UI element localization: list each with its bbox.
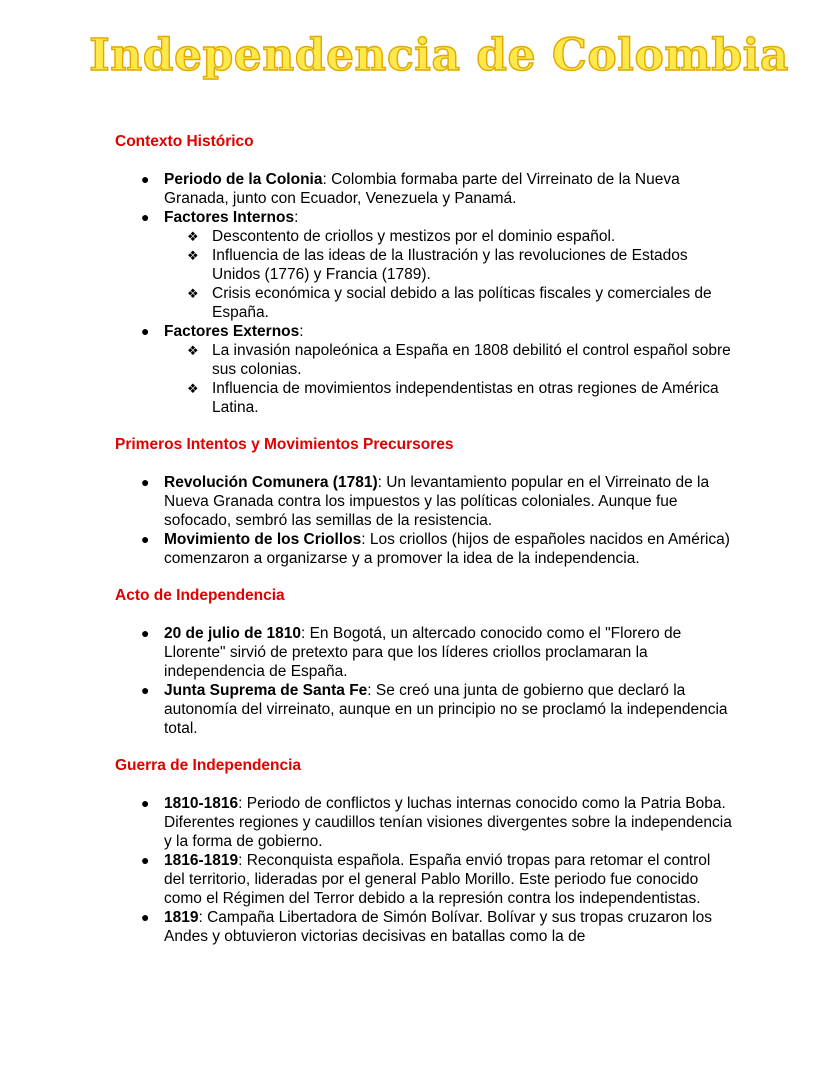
list-item <box>115 681 735 738</box>
section-heading: Primeros Intentos y Movimientos Precursores <box>115 436 454 453</box>
diamond-bullet-icon: ❖ <box>187 381 199 396</box>
item-term: 1816-1819 <box>164 852 239 869</box>
list-item <box>115 322 735 417</box>
list-item <box>115 624 735 681</box>
sub-item-text: Descontento de criollos y mestizos por el dominio español. <box>212 228 616 245</box>
section-heading: Contexto Histórico <box>115 133 254 150</box>
item-term: Periodo de la Colonia <box>164 171 323 188</box>
list-item <box>115 530 735 568</box>
list-item <box>115 794 735 851</box>
item-text: : Periodo de conflictos y luchas internas conocido como la Patria Boba. Diferentes regiones y caudillos tenían visiones divergentes sobre la independencia y la forma de gobierno. <box>164 795 732 850</box>
item-text: : Se creó una junta de gobierno que declaró la autonomía del virreinato, aunque en un principio no se proclamó la independencia total. <box>164 682 728 737</box>
bullet-dot-icon: ● <box>141 909 150 925</box>
list-item <box>115 851 735 908</box>
section-acto-independencia <box>115 586 735 738</box>
bullet-dot-icon: ● <box>141 171 150 187</box>
item-text: : Los criollos (hijos de españoles nacidos en América) comenzaron a organizarse y a promover la idea de la independencia. <box>164 531 730 567</box>
item-term: Revolución Comunera (1781) <box>164 474 378 491</box>
item-term: Factores Internos <box>164 209 295 226</box>
item-term: Factores Externos <box>164 323 300 340</box>
list-item <box>115 908 735 946</box>
bullet-dot-icon: ● <box>141 531 150 547</box>
bullet-list <box>115 473 735 568</box>
sub-item-text: La invasión napoleónica a España en 1808 debilitó el control español sobre sus colonias. <box>212 342 731 378</box>
item-text: : <box>294 209 299 226</box>
bullet-list <box>115 170 735 417</box>
sub-list-item <box>164 379 735 417</box>
item-text: : Campaña Libertadora de Simón Bolívar. Bolívar y sus tropas cruzaron los Andes y obtuvieron victorias decisivas en batallas como la de <box>164 909 712 945</box>
sub-item-text: Crisis económica y social debido a las políticas fiscales y comerciales de España. <box>212 285 712 321</box>
list-item <box>115 208 735 322</box>
bullet-dot-icon: ● <box>141 625 150 641</box>
bullet-dot-icon: ● <box>141 852 150 868</box>
list-item <box>115 473 735 530</box>
sub-item-text: Influencia de las ideas de la Ilustración y las revoluciones de Estados Unidos (1776) y Francia (1789). <box>212 247 688 283</box>
item-text: : En Bogotá, un altercado conocido como el "Florero de Llorente" sirvió de pretexto para que los líderes criollos proclamaran la independencia de España. <box>164 625 682 680</box>
document-title: Independencia de Colombia <box>89 30 789 81</box>
item-term: Movimiento de los Criollos <box>164 531 362 548</box>
diamond-bullet-icon: ❖ <box>187 286 199 301</box>
diamond-bullet-icon: ❖ <box>187 229 199 244</box>
sub-list <box>164 227 735 322</box>
item-term: Junta Suprema de Santa Fe <box>164 682 368 699</box>
diamond-bullet-icon: ❖ <box>187 343 199 358</box>
item-term: 1819 <box>164 909 199 926</box>
bullet-list <box>115 794 735 946</box>
item-text: : Un levantamiento popular en el Virreinato de la Nueva Granada contra los impuestos y las políticas coloniales. Aunque fue sofocado, sembró las semillas de la resistencia. <box>164 474 710 529</box>
bullet-dot-icon: ● <box>141 682 150 698</box>
item-text: : <box>299 323 304 340</box>
bullet-dot-icon: ● <box>141 209 150 225</box>
sub-list <box>164 341 735 417</box>
section-primeros-intentos <box>115 435 735 568</box>
section-heading: Acto de Independencia <box>115 587 285 604</box>
document-body <box>115 132 735 946</box>
item-term: 1810-1816 <box>164 795 239 812</box>
diamond-bullet-icon: ❖ <box>187 248 199 263</box>
bullet-dot-icon: ● <box>141 795 150 811</box>
item-text: : Colombia formaba parte del Virreinato de la Nueva Granada, junto con Ecuador, Venezuela y Panamá. <box>164 171 680 207</box>
sub-list-item <box>164 284 735 322</box>
section-contexto <box>115 132 735 417</box>
item-text: : Reconquista española. España envió tropas para retomar el control del territorio, lideradas por el general Pablo Morillo. Este periodo fue conocido como el Régimen del Terror debido a la represión contra los independentistas. <box>164 852 711 907</box>
list-item <box>115 170 735 208</box>
sub-item-text: Influencia de movimientos independentistas en otras regiones de América Latina. <box>212 380 719 416</box>
section-heading: Guerra de Independencia <box>115 757 302 774</box>
sub-list-item <box>164 227 735 246</box>
bullet-list <box>115 624 735 738</box>
item-term: 20 de julio de 1810 <box>164 625 301 642</box>
section-guerra-independencia <box>115 756 735 946</box>
sub-list-item <box>164 341 735 379</box>
sub-list-item <box>164 246 735 284</box>
bullet-dot-icon: ● <box>141 474 150 490</box>
bullet-dot-icon: ● <box>141 323 150 339</box>
